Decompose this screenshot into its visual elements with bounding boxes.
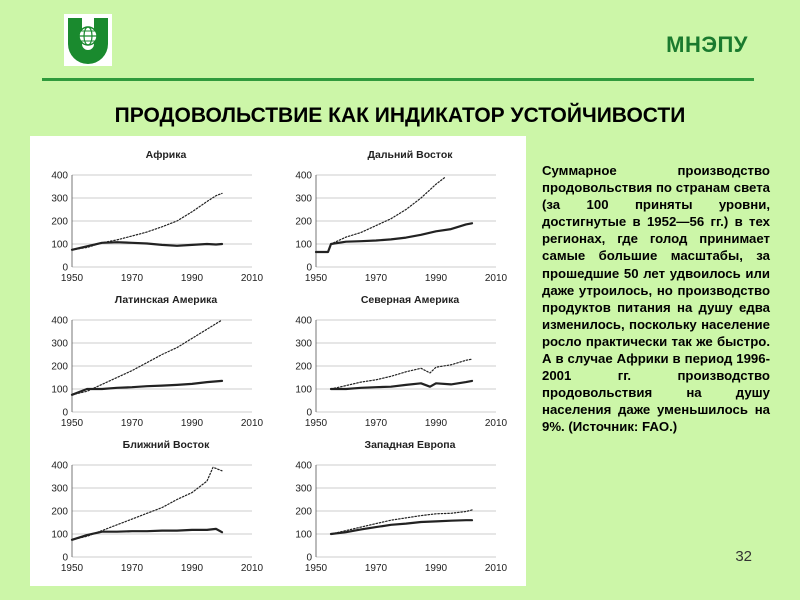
- page-number: 32: [735, 548, 752, 565]
- description-text: Суммарное производство продовольствия по странам света (за 100 приняты уровни, достигнутые в 1952—56 гг.) в тех регионах, где голод принимает самые большие масштабы, за прошедшие 50 лет удвоилось или даже утроилось, но производство продуктов питания на душу едва изменилось, поскольку население росло практически так же быстро. А в случае Африки в период 1996-2001 гг. производство продовольствия на душу населения даже уменьшилось на 9%. (Источник: FAO.): [542, 163, 770, 435]
- y-tick-label: 400: [51, 170, 68, 182]
- y-tick-label: 300: [51, 483, 68, 495]
- y-tick-label: 0: [306, 552, 312, 564]
- chart-title: Западная Европа: [364, 439, 456, 451]
- chart-panel-5: [51, 439, 263, 574]
- x-tick-label: 1990: [424, 418, 448, 429]
- page-title: ПРОДОВОЛЬСТВИЕ КАК ИНДИКАТОР УСТОЙЧИВОСТИ: [114, 104, 686, 127]
- x-tick-label: 1950: [60, 563, 84, 574]
- y-tick-label: 100: [295, 529, 312, 541]
- x-tick-label: 1990: [180, 563, 204, 574]
- charts-svg: [30, 136, 526, 586]
- x-tick-label: 1970: [364, 563, 388, 574]
- y-tick-label: 400: [295, 460, 312, 472]
- charts-figure: [30, 136, 526, 586]
- chart-panel-4: [295, 294, 507, 429]
- y-tick-label: 0: [62, 262, 68, 274]
- y-tick-label: 400: [295, 315, 312, 327]
- logo-emblem-icon: [64, 14, 112, 66]
- chart-title: Латинская Америка: [114, 294, 218, 306]
- chart-panel-2: [295, 149, 507, 284]
- y-tick-label: 100: [51, 529, 68, 541]
- x-tick-label: 2010: [484, 563, 508, 574]
- x-tick-label: 1970: [120, 563, 144, 574]
- y-tick-label: 100: [51, 384, 68, 396]
- y-tick-label: 0: [62, 407, 68, 419]
- x-tick-label: 1990: [424, 273, 448, 284]
- series-line-dotted: [72, 193, 222, 249]
- y-tick-label: 300: [295, 483, 312, 495]
- y-tick-label: 0: [306, 407, 312, 419]
- x-tick-label: 1970: [364, 273, 388, 284]
- x-tick-label: 2010: [484, 273, 508, 284]
- x-tick-label: 1990: [180, 273, 204, 284]
- x-tick-label: 1950: [304, 418, 328, 429]
- y-tick-label: 100: [295, 239, 312, 251]
- x-tick-label: 1950: [60, 273, 84, 284]
- x-tick-label: 2010: [240, 563, 264, 574]
- series-line-solid: [331, 381, 472, 389]
- x-tick-label: 2010: [484, 418, 508, 429]
- y-tick-label: 0: [306, 262, 312, 274]
- y-tick-label: 200: [295, 216, 312, 228]
- chart-panel-6: [295, 439, 507, 574]
- y-tick-label: 300: [295, 338, 312, 350]
- y-tick-label: 100: [51, 239, 68, 251]
- y-tick-label: 200: [295, 361, 312, 373]
- chart-title: Африка: [145, 149, 187, 161]
- chart-title: Ближний Восток: [122, 439, 210, 451]
- brand-name: МНЭПУ: [666, 32, 748, 57]
- y-tick-label: 100: [295, 384, 312, 396]
- y-tick-label: 400: [51, 460, 68, 472]
- y-tick-label: 300: [295, 193, 312, 205]
- series-line-solid: [316, 223, 472, 252]
- x-tick-label: 1970: [120, 273, 144, 284]
- chart-title: Северная Америка: [360, 294, 460, 306]
- chart-panel-3: [51, 294, 263, 429]
- y-tick-label: 400: [51, 315, 68, 327]
- chart-panel-1: [51, 149, 263, 284]
- x-tick-label: 2010: [240, 418, 264, 429]
- series-line-solid: [331, 520, 472, 534]
- x-tick-label: 1990: [180, 418, 204, 429]
- y-tick-label: 200: [51, 361, 68, 373]
- x-tick-label: 1950: [60, 418, 84, 429]
- mnepu-logo: [64, 14, 112, 66]
- x-tick-label: 1950: [304, 563, 328, 574]
- x-tick-label: 1970: [364, 418, 388, 429]
- x-tick-label: 1950: [304, 273, 328, 284]
- y-tick-label: 400: [295, 170, 312, 182]
- y-tick-label: 300: [51, 338, 68, 350]
- header-divider: [42, 78, 754, 81]
- y-tick-label: 200: [51, 216, 68, 228]
- chart-title: Дальний Восток: [367, 149, 453, 161]
- x-tick-label: 1990: [424, 563, 448, 574]
- series-line-solid: [72, 242, 222, 250]
- y-tick-label: 200: [51, 506, 68, 518]
- x-tick-label: 2010: [240, 273, 264, 284]
- y-tick-label: 0: [62, 552, 68, 564]
- x-tick-label: 1970: [120, 418, 144, 429]
- y-tick-label: 300: [51, 193, 68, 205]
- y-tick-label: 200: [295, 506, 312, 518]
